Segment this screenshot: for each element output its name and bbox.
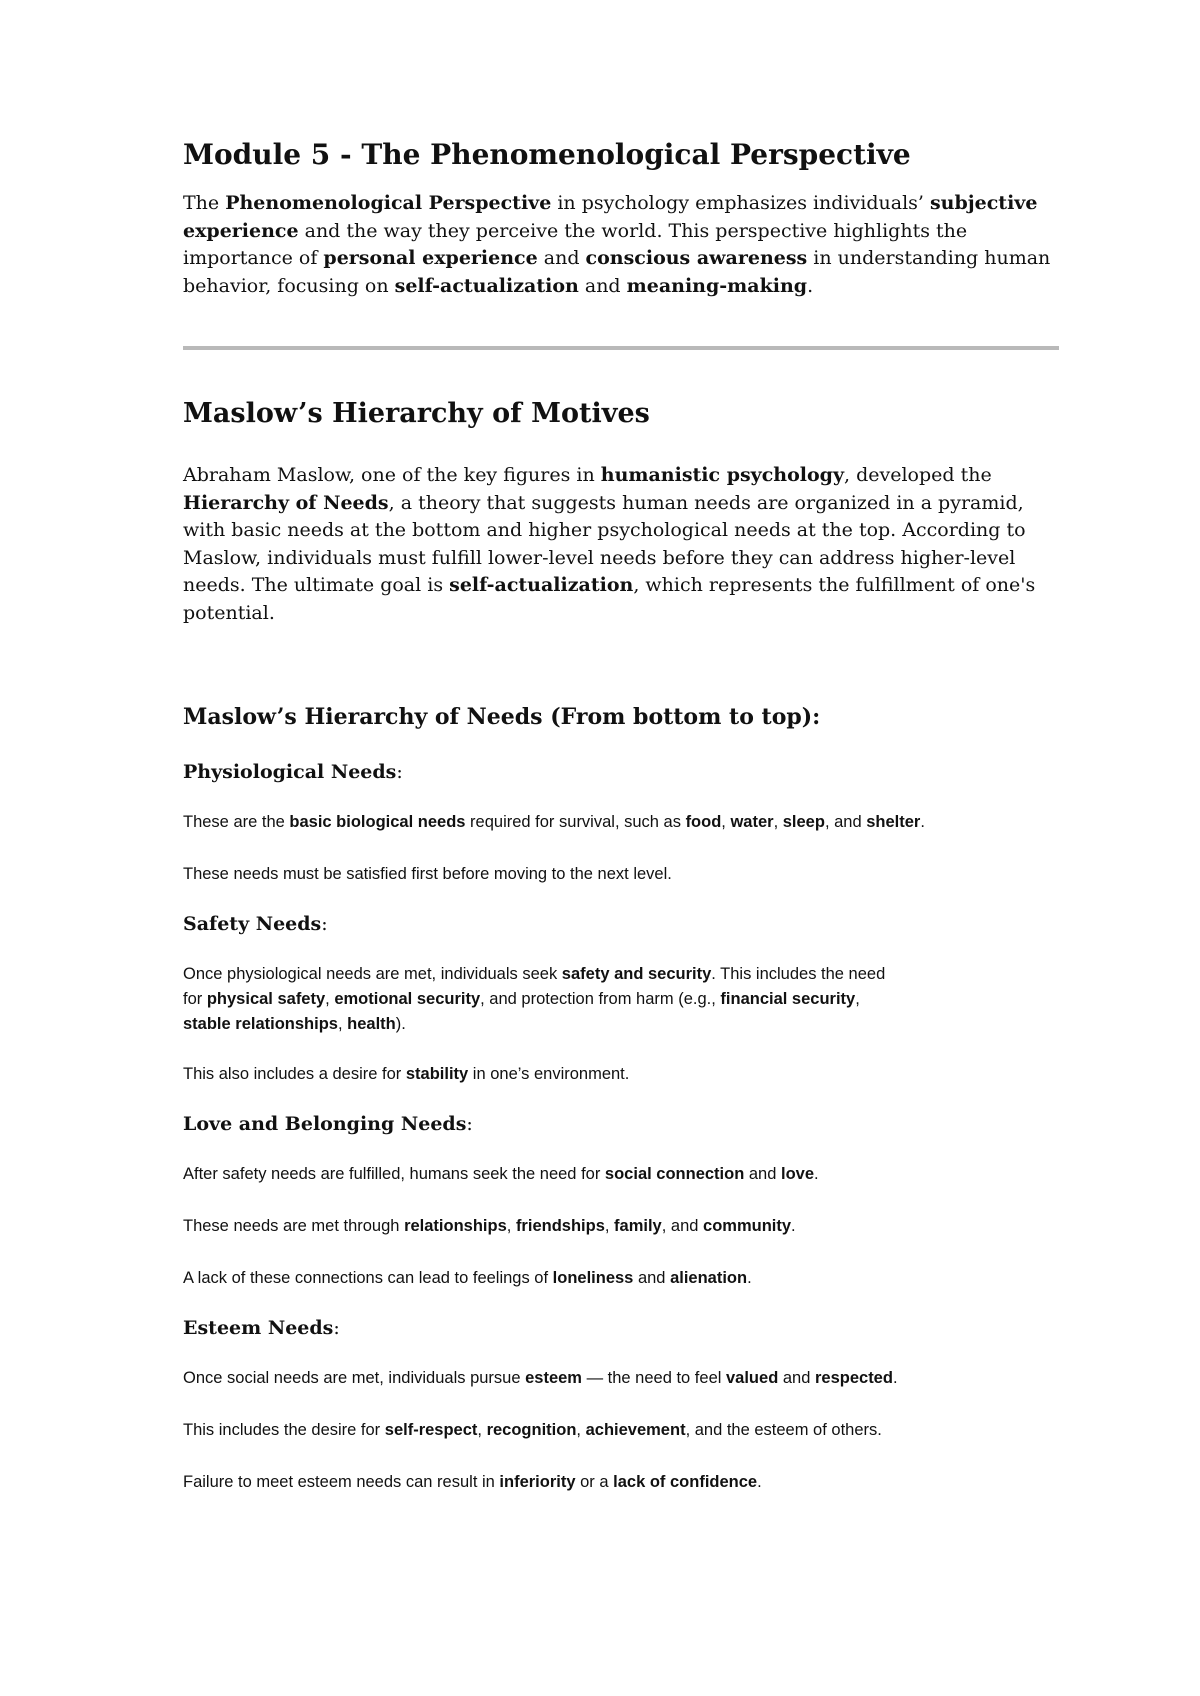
item-text: and [744,1165,781,1183]
item-term: community [703,1217,792,1235]
intro-text: in understanding human behavior, focusing on [183,247,1051,297]
safety-heading [183,912,1063,937]
item-text: , and protection from harm (e.g., [480,990,721,1008]
item-text: . [814,1165,819,1183]
item-term: recognition [486,1421,577,1439]
item-text: , and [661,1217,704,1235]
intro-term: subjective experience [183,192,1038,242]
item-text: These are the [183,813,290,831]
item-text: , [576,1421,586,1439]
item-term: self-respect [384,1421,478,1439]
item-term: family [614,1217,662,1235]
item-term: inferiority [499,1473,576,1491]
item-term: shelter [866,813,921,831]
item-text: After safety needs are fulfilled, humans seek the need for [183,1165,605,1183]
esteem-paragraph-1 [183,1366,1063,1391]
item-term: achievement [585,1421,686,1439]
intro-text: The [183,192,226,214]
intro-text: in psychology emphasizes individuals’ [551,192,930,214]
item-text: , [773,813,783,831]
section-paragraph [183,462,1063,627]
physiological-heading [183,760,1063,785]
item-text: These needs are met through [183,1217,405,1235]
intro-term: meaning-making [626,274,808,297]
intro-text: and [578,274,627,297]
item-term: valued [726,1369,779,1387]
item-text: . [757,1473,762,1491]
heading-colon: : [466,1113,473,1135]
item-text: . [747,1269,752,1287]
intro-term: Phenomenological Perspective [225,192,552,214]
intro-text: and the way they perceive the world. This perspective highlights the importance of [183,219,968,269]
esteem-paragraph-2 [183,1418,1063,1443]
intro-text: and [537,247,586,269]
physiological-label: Physiological Needs [183,761,397,783]
safety-label: Safety Needs [183,913,322,935]
intro-paragraph [183,190,1063,300]
item-term: loneliness [552,1269,634,1287]
physiological-paragraph-1 [183,810,1063,835]
section-text: Abraham Maslow, one of the key figures in [183,464,601,486]
intro-term: self-actualization [394,274,579,297]
item-term: alienation [670,1269,748,1287]
item-text: . This includes the need for [183,965,886,1008]
item-text: , and [824,813,867,831]
item-term: stable relationships [183,1015,338,1033]
item-text: required for survival, such as [465,813,686,831]
esteem-paragraph-3 [183,1470,1063,1495]
item-text: Once social needs are met, individuals pursue [183,1369,526,1387]
item-text: , [337,1015,348,1033]
item-text: , [477,1421,487,1439]
item-term: safety and security [561,965,712,983]
item-text: . [791,1217,796,1235]
section-term: humanistic psychology [600,464,844,486]
item-text: Once physiological needs are met, individuals seek [183,965,562,983]
item-term: food [685,813,722,831]
heading-colon: : [333,1317,340,1339]
intro-term: conscious awareness [585,247,808,269]
section-text: , which represents the fulfillment of one's potential. [183,574,1036,624]
item-text: , and the esteem of others. [685,1421,882,1439]
item-text: and [778,1369,815,1387]
item-text: , [506,1217,516,1235]
item-term: water [730,813,774,831]
needs-heading: Maslow’s Hierarchy of Needs (From bottom to top): [183,704,821,730]
item-text: or a [575,1473,614,1491]
physiological-paragraph-2: These needs must be satisfied first before moving to the next level. [183,865,672,883]
item-text: A lack of these connections can lead to feelings of [183,1269,553,1287]
love-paragraph-2 [183,1214,1063,1239]
section-term: self-actualization [449,574,634,596]
page-title: Module 5 - The Phenomenological Perspective [183,138,911,171]
item-text: — the need to feel [581,1369,726,1387]
item-term: stability [405,1065,469,1083]
item-term: friendships [515,1217,605,1235]
heading-colon: : [321,913,328,935]
item-text: , [325,990,335,1008]
item-term: emotional security [334,990,481,1008]
item-term: financial security [720,990,856,1008]
love-label: Love and Belonging Needs [183,1113,467,1135]
esteem-label: Esteem Needs [183,1317,334,1339]
item-term: respected [814,1369,893,1387]
item-text: , [604,1217,615,1235]
item-text: and [633,1269,671,1287]
item-term: lack of confidence [613,1473,758,1491]
esteem-heading [183,1316,1063,1341]
love-paragraph-3 [183,1266,1063,1291]
item-term: basic biological needs [289,813,466,831]
item-text: This includes the desire for [183,1421,385,1439]
item-text: , [721,813,731,831]
intro-text: . [807,274,814,297]
item-term: relationships [404,1217,507,1235]
item-text: ). [395,1015,406,1033]
section-text: , a theory that suggests human needs are organized in a pyramid, with basic needs at the bottom and higher psychological needs at the top. According to Maslow, individuals must fulfill lower-level needs before they can address higher-level needs. The ultimate goal is [183,491,1026,596]
item-text: This also includes a desire for [183,1065,406,1083]
safety-paragraph-1 [183,962,903,1037]
love-paragraph-1 [183,1162,1063,1187]
item-term: physical safety [206,990,326,1008]
heading-colon: : [396,761,403,783]
section-text: , developed the [844,464,992,486]
item-text: , [855,990,860,1008]
item-text: . [892,1369,898,1387]
love-heading [183,1112,1063,1137]
item-text: in one’s environment. [468,1065,630,1083]
item-text: . [920,813,925,831]
intro-term: personal experience [323,247,538,269]
item-term: sleep [782,813,825,831]
section-term: Hierarchy of Needs [183,491,389,514]
horizontal-divider [183,346,1059,350]
section-heading: Maslow’s Hierarchy of Motives [183,398,650,429]
safety-paragraph-2 [183,1062,1063,1087]
item-text: Failure to meet esteem needs can result in [183,1473,500,1491]
item-term: esteem [525,1369,582,1387]
item-term: love [781,1165,815,1183]
item-term: health [347,1015,396,1033]
item-term: social connection [604,1165,745,1183]
